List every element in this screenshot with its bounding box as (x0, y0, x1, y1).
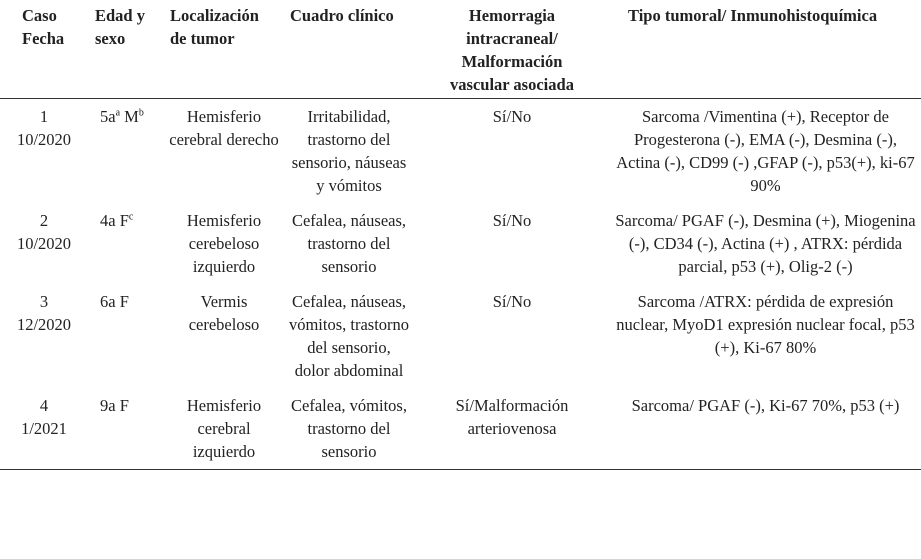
sexo-footnote: c (128, 211, 134, 223)
header-cuadro: Cuadro clínico (284, 4, 414, 99)
cell-localizacion: Hemisferio cerebral derecho (169, 107, 279, 149)
caso-date: 10/2020 (16, 234, 72, 253)
header-localizacion: Localización de tumor (164, 4, 284, 99)
sexo: F (119, 292, 129, 311)
table-row (0, 203, 921, 284)
edad: 5a (100, 107, 116, 126)
sexo-footnote: b (138, 107, 144, 119)
header-tipo: Tipo tumoral/ Inmunohistoquímica (610, 4, 921, 99)
cell-hemorragia: Sí/No (492, 292, 532, 311)
cell-caso (0, 388, 88, 470)
caso-date: 12/2020 (16, 315, 72, 334)
cell-cuadro: Cefalea, vómitos, trastorno del sensorio (284, 388, 414, 470)
table-row (0, 388, 921, 470)
cell-tipo: Sarcoma /ATRX: pérdida de expresión nuclear, MyoD1 expresión nuclear focal, p53 (+), Ki-67 80% (616, 292, 915, 357)
edad: 4a (100, 211, 116, 230)
cell-hemorragia: Sí/No (492, 211, 532, 230)
cell-tipo: Sarcoma/ PGAF (-), Desmina (+), Miogenina (-), CD34 (-), Actina (+) , ATRX: pérdida parcial, p53 (+), Olig-2 (-) (615, 211, 916, 276)
cell-caso (0, 99, 88, 204)
cell-edad-sexo (88, 99, 164, 204)
cell-localizacion: Hemisferio cerebral izquierdo (164, 388, 284, 470)
cell-hemorragia: Sí/Malformación arteriovenosa (414, 388, 610, 470)
caso-number: 2 (39, 211, 49, 230)
cell-localizacion: Hemisferio cerebeloso izquierdo (186, 211, 262, 276)
cell-cuadro: Cefalea, náuseas, vómitos, trastorno del sensorio, dolor abdominal (288, 292, 410, 380)
cell-localizacion: Vermis cerebeloso (188, 292, 260, 334)
cell-edad-sexo (88, 388, 164, 470)
cell-edad-sexo (88, 203, 164, 284)
sexo: M (124, 107, 139, 126)
cell-caso (0, 203, 88, 284)
caso-number: 1 (39, 107, 49, 126)
cell-cuadro: Cefalea, náuseas, trastorno del sensorio (291, 211, 407, 276)
caso-date: 10/2020 (16, 130, 72, 149)
edad: 6a (100, 292, 116, 311)
cell-caso (0, 284, 88, 388)
sexo: F (119, 396, 129, 415)
cell-tipo: Sarcoma/ PGAF (-), Ki-67 70%, p53 (+) (610, 388, 921, 470)
edad-footnote: a (115, 107, 121, 119)
cell-cuadro: Irritabilidad, trastorno del sensorio, náuseas y vómitos (291, 107, 407, 195)
header-hemorragia: Hemorragia intracraneal/ Malformación vascular asociada (414, 4, 610, 99)
table-row (0, 99, 921, 204)
caso-number: 4 (39, 396, 49, 415)
header-row (0, 4, 921, 99)
table-row (0, 284, 921, 388)
cell-edad-sexo (88, 284, 164, 388)
header-caso-fecha: Caso Fecha (0, 4, 88, 99)
caso-number: 3 (39, 292, 49, 311)
cell-hemorragia: Sí/No (492, 107, 532, 126)
sexo: F (119, 211, 129, 230)
edad: 9a (100, 396, 116, 415)
caso-date: 1/2021 (21, 419, 67, 438)
header-edad-sexo: Edad y sexo (88, 4, 164, 99)
clinical-cases-table (0, 4, 921, 470)
cell-tipo: Sarcoma /Vimentina (+), Receptor de Progesterona (-), EMA (-), Desmina (-), Actina (-), CD99 (-) ,GFAP (-), p53(+), ki-67 90% (616, 107, 915, 195)
